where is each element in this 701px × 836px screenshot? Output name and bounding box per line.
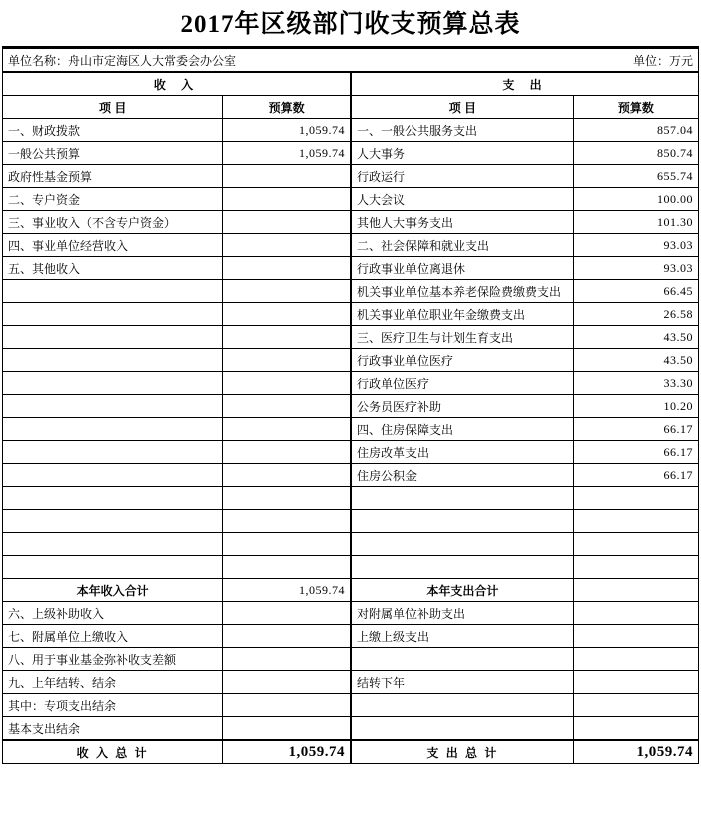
expend-item-value: 850.74 <box>573 142 698 165</box>
income-item-value <box>223 349 351 372</box>
expend-group-header: 支 出 <box>351 73 699 96</box>
subtotal-row <box>3 579 699 602</box>
expend-item-label: 行政事业单位医疗 <box>351 349 573 372</box>
expend-item-label: 上缴上级支出 <box>351 625 573 648</box>
table-row <box>3 556 699 579</box>
expend-item-label: 行政运行 <box>351 165 573 188</box>
expend-item-label <box>351 533 573 556</box>
table-row <box>3 510 699 533</box>
income-subtotal-label: 本年收入合计 <box>3 579 223 602</box>
income-item-value <box>223 395 351 418</box>
unit-measure: 单位：万元 <box>626 49 698 72</box>
income-item-value <box>223 602 351 625</box>
expend-item-value <box>573 694 698 717</box>
expend-item-label: 公务员医疗补助 <box>351 395 573 418</box>
income-item-label <box>3 418 223 441</box>
income-item-label <box>3 510 223 533</box>
expend-item-label: 二、社会保障和就业支出 <box>351 234 573 257</box>
expend-item-value <box>573 487 698 510</box>
meta-table <box>2 48 699 72</box>
table-row <box>3 142 699 165</box>
income-item-label: 基本支出结余 <box>3 717 223 741</box>
table-row <box>3 464 699 487</box>
income-item-label <box>3 556 223 579</box>
expend-item-value: 33.30 <box>573 372 698 395</box>
expend-item-label: 其他人大事务支出 <box>351 211 573 234</box>
income-item-value: 1,059.74 <box>223 142 351 165</box>
table-row <box>3 303 699 326</box>
income-item-label: 七、附属单位上缴收入 <box>3 625 223 648</box>
income-item-value <box>223 188 351 211</box>
expend-item-value: 66.17 <box>573 441 698 464</box>
expend-item-value: 43.50 <box>573 326 698 349</box>
income-item-value <box>223 280 351 303</box>
income-item-value <box>223 326 351 349</box>
expend-item-value: 66.17 <box>573 464 698 487</box>
expend-item-label <box>351 556 573 579</box>
income-item-value: 1,059.74 <box>223 119 351 142</box>
expend-total-label: 支 出 总 计 <box>351 740 573 764</box>
expend-item-value <box>573 671 698 694</box>
table-row <box>3 372 699 395</box>
expend-item-label <box>351 487 573 510</box>
income-item-value <box>223 694 351 717</box>
expend-item-value: 66.45 <box>573 280 698 303</box>
table-row <box>3 326 699 349</box>
expend-subtotal-value <box>573 579 698 602</box>
table-row <box>3 487 699 510</box>
expend-item-label: 机关事业单位基本养老保险费缴费支出 <box>351 280 573 303</box>
income-item-value <box>223 625 351 648</box>
income-item-label: 八、用于事业基金弥补收支差额 <box>3 648 223 671</box>
income-item-label <box>3 464 223 487</box>
budget-table-body <box>3 73 699 764</box>
income-item-value <box>223 257 351 280</box>
income-item-label <box>3 349 223 372</box>
expend-item-value <box>573 602 698 625</box>
income-item-label: 五、其他收入 <box>3 257 223 280</box>
income-item-label <box>3 303 223 326</box>
income-item-value <box>223 510 351 533</box>
meta-spacer-1 <box>321 49 456 72</box>
expend-item-value: 10.20 <box>573 395 698 418</box>
income-item-label: 其中：专项支出结余 <box>3 694 223 717</box>
table-row <box>3 533 699 556</box>
expend-item-label <box>351 510 573 533</box>
page-title: 2017年区级部门收支预算总表 <box>2 0 699 48</box>
expend-item-value <box>573 625 698 648</box>
income-item-label: 六、上级补助收入 <box>3 602 223 625</box>
table-row <box>3 119 699 142</box>
expend-subtotal-label: 本年支出合计 <box>351 579 573 602</box>
income-budget-header: 预算数 <box>223 96 351 119</box>
table-row <box>3 280 699 303</box>
expend-item-value: 93.03 <box>573 257 698 280</box>
expend-item-label: 对附属单位补助支出 <box>351 602 573 625</box>
expend-item-label: 人大会议 <box>351 188 573 211</box>
income-item-label <box>3 280 223 303</box>
income-item-value <box>223 211 351 234</box>
expend-item-value <box>573 556 698 579</box>
meta-row <box>3 49 699 72</box>
income-item-label: 三、事业收入（不含专户资金） <box>3 211 223 234</box>
income-item-label: 政府性基金预算 <box>3 165 223 188</box>
expend-item-label <box>351 648 573 671</box>
income-item-label <box>3 326 223 349</box>
income-item-value <box>223 441 351 464</box>
table-row <box>3 441 699 464</box>
expend-item-label: 住房改革支出 <box>351 441 573 464</box>
column-header-row <box>3 96 699 119</box>
table-row <box>3 349 699 372</box>
expend-item-header: 项 目 <box>351 96 573 119</box>
income-item-label: 九、上年结转、结余 <box>3 671 223 694</box>
expend-item-label: 行政事业单位离退休 <box>351 257 573 280</box>
income-total-value: 1,059.74 <box>223 740 351 764</box>
table-row <box>3 602 699 625</box>
table-row <box>3 211 699 234</box>
expend-item-value: 93.03 <box>573 234 698 257</box>
income-item-label <box>3 441 223 464</box>
expend-item-value: 100.00 <box>573 188 698 211</box>
income-item-value <box>223 671 351 694</box>
expend-item-label <box>351 694 573 717</box>
expend-item-label: 三、医疗卫生与计划生育支出 <box>351 326 573 349</box>
income-item-value <box>223 165 351 188</box>
expend-total-value: 1,059.74 <box>573 740 698 764</box>
expend-item-label: 人大事务 <box>351 142 573 165</box>
expend-item-label: 一、一般公共服务支出 <box>351 119 573 142</box>
expend-item-label: 住房公积金 <box>351 464 573 487</box>
income-item-value <box>223 234 351 257</box>
income-item-value <box>223 648 351 671</box>
budget-table <box>2 72 699 764</box>
income-group-header: 收 入 <box>3 73 351 96</box>
income-item-value <box>223 464 351 487</box>
expend-item-label: 结转下年 <box>351 671 573 694</box>
table-row <box>3 694 699 717</box>
unit-name: 单位名称：舟山市定海区人大常委会办公室 <box>3 49 321 72</box>
expend-item-value <box>573 717 698 741</box>
income-item-value <box>223 717 351 741</box>
income-item-value <box>223 556 351 579</box>
income-item-label: 四、事业单位经营收入 <box>3 234 223 257</box>
table-row <box>3 257 699 280</box>
income-subtotal-value: 1,059.74 <box>223 579 351 602</box>
grand-total-row <box>3 740 699 764</box>
income-item-value <box>223 533 351 556</box>
expend-item-value <box>573 533 698 556</box>
expend-item-value: 43.50 <box>573 349 698 372</box>
meta-spacer-2 <box>456 49 626 72</box>
expend-item-value: 26.58 <box>573 303 698 326</box>
expend-item-value: 66.17 <box>573 418 698 441</box>
expend-item-label: 行政单位医疗 <box>351 372 573 395</box>
table-row <box>3 648 699 671</box>
expend-item-value: 857.04 <box>573 119 698 142</box>
group-header-row <box>3 73 699 96</box>
table-row <box>3 717 699 741</box>
income-item-label <box>3 395 223 418</box>
expend-item-label <box>351 717 573 741</box>
expend-item-label: 四、住房保障支出 <box>351 418 573 441</box>
table-row <box>3 188 699 211</box>
income-item-value <box>223 372 351 395</box>
expend-item-value: 101.30 <box>573 211 698 234</box>
table-row <box>3 395 699 418</box>
expend-item-value: 655.74 <box>573 165 698 188</box>
income-item-label <box>3 487 223 510</box>
income-item-header: 项 目 <box>3 96 223 119</box>
expend-item-label: 机关事业单位职业年金缴费支出 <box>351 303 573 326</box>
table-row <box>3 625 699 648</box>
income-item-label: 二、专户资金 <box>3 188 223 211</box>
income-item-label <box>3 533 223 556</box>
income-item-label: 一般公共预算 <box>3 142 223 165</box>
table-row <box>3 234 699 257</box>
income-item-label <box>3 372 223 395</box>
table-row <box>3 671 699 694</box>
table-row <box>3 165 699 188</box>
income-item-label: 一、财政拨款 <box>3 119 223 142</box>
expend-item-value <box>573 510 698 533</box>
income-item-value <box>223 418 351 441</box>
expend-budget-header: 预算数 <box>573 96 698 119</box>
table-row <box>3 418 699 441</box>
income-item-value <box>223 487 351 510</box>
income-total-label: 收 入 总 计 <box>3 740 223 764</box>
income-item-value <box>223 303 351 326</box>
expend-item-value <box>573 648 698 671</box>
